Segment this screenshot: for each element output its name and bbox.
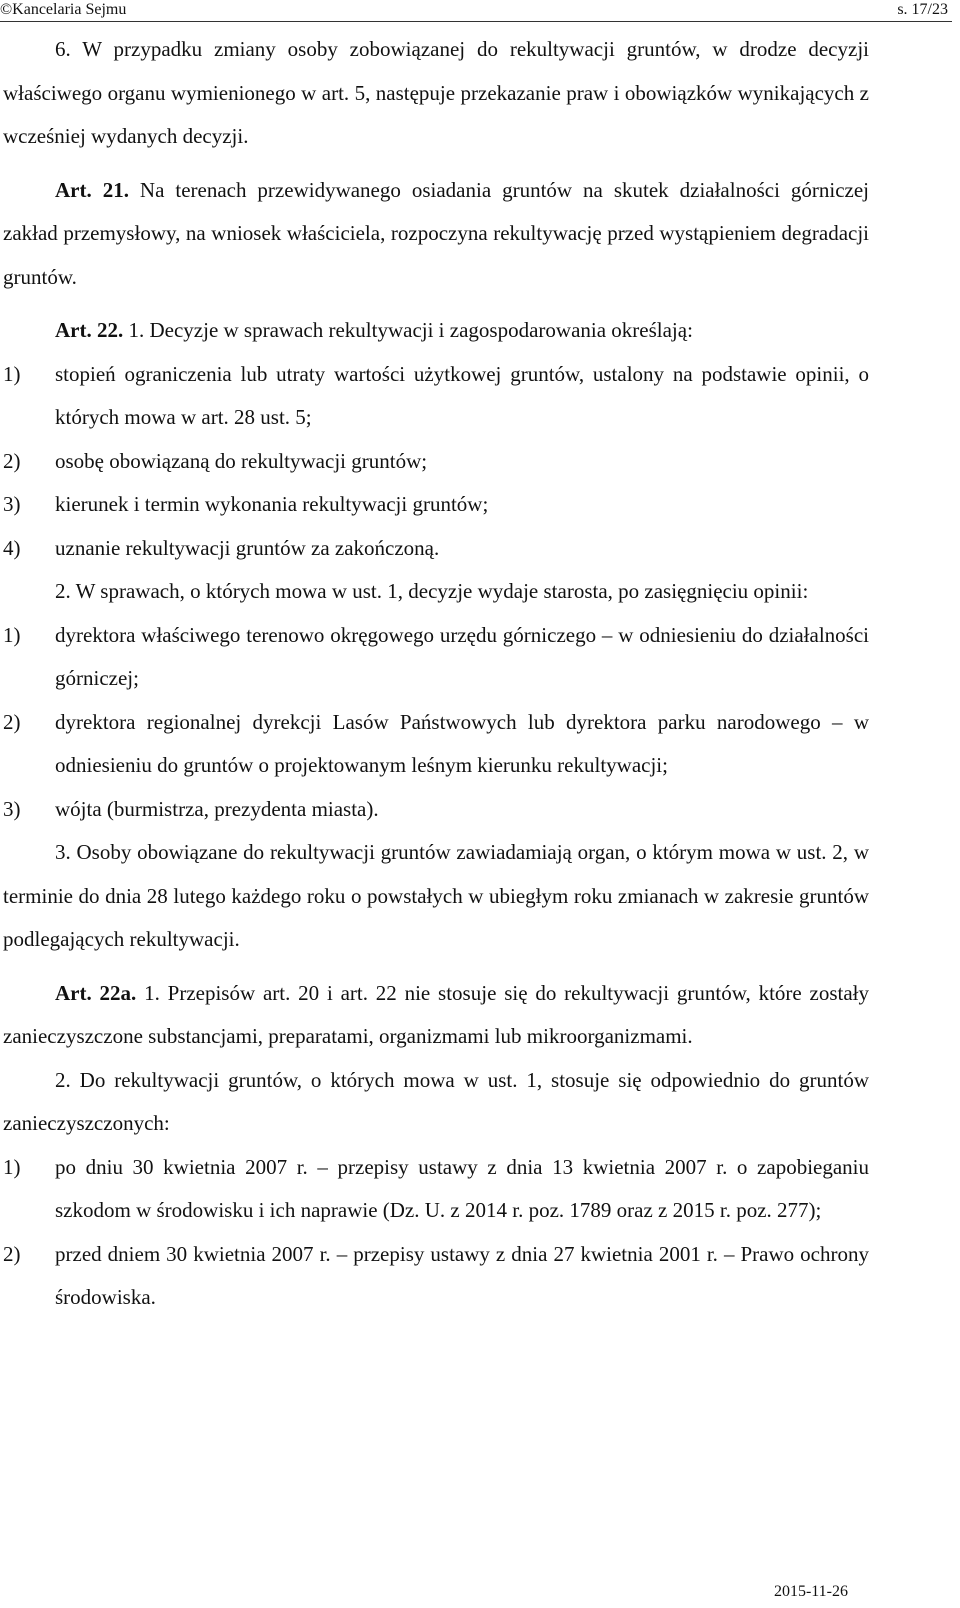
list-item-number: 1) — [3, 1154, 21, 1179]
list-item-text: stopień ograniczenia lub utraty wartości użytkowej gruntów, ustalony na podstawie opinii, o których mowa w art. 28 ust. 5; — [55, 361, 869, 429]
list-item-number: 2) — [3, 448, 21, 473]
list-item — [3, 527, 869, 571]
article-21-label: Art. 21. — [55, 177, 129, 202]
list-item — [3, 701, 869, 788]
article-22a — [3, 972, 869, 1059]
article-21-text: Na terenach przewidywanego osiadania gruntów na skutek działalności górniczej zakład przemysłowy, na wniosek właściciela, rozpoczyna rekultywację przed wystąpieniem degradacji gruntów. — [3, 177, 870, 289]
spacer — [3, 299, 869, 309]
header-page-number: s. 17/23 — [897, 1, 948, 18]
article-22a-text: 1. Przepisów art. 20 i art. 22 nie stosuje się do rekultywacji gruntów, które zostały zanieczyszczone substancjami, preparatami, organizmami lub mikroorganizmami. — [3, 980, 870, 1048]
list-item — [3, 483, 869, 527]
list-item-number: 2) — [3, 709, 21, 734]
list-item-text: przed dniem 30 kwietnia 2007 r. – przepisy ustawy z dnia 27 kwietnia 2001 r. – Prawo ochrony środowiska. — [55, 1241, 869, 1309]
article-22-paragraph-3: 3. Osoby obowiązane do rekultywacji gruntów zawiadamiają organ, o którym mowa w ust. 2, w terminie do dnia 28 lutego każdego roku o powstałych w ubiegłym roku zmianach w zakresie gruntów podlegających rekultywacji. — [3, 840, 869, 951]
page-header — [0, 0, 960, 24]
list-item — [3, 440, 869, 484]
list-item-number: 3) — [3, 796, 21, 821]
document-body — [3, 28, 869, 1320]
article-22a-label: Art. 22a. — [55, 980, 137, 1005]
list-item — [3, 788, 869, 832]
list-item-number: 2) — [3, 1241, 21, 1266]
article-22-text: 1. Decyzje w sprawach rekultywacji i zagospodarowania określają: — [123, 318, 693, 342]
article-21 — [3, 169, 869, 300]
list-item-text: kierunek i termin wykonania rekultywacji gruntów; — [55, 492, 489, 516]
article-22-paragraph-2: 2. W sprawach, o których mowa w ust. 1, decyzje wydaje starosta, po zasięgnięciu opinii: — [55, 579, 809, 603]
list-item-text: dyrektora regionalnej dyrekcji Lasów Państwowych lub dyrektora parku narodowego – w odniesieniu do gruntów o projektowanym leśnym kierunku rekultywacji; — [55, 709, 869, 777]
list-item — [3, 1233, 869, 1320]
list-item — [3, 1146, 869, 1233]
list-item — [3, 353, 869, 440]
list-item-number: 3) — [3, 492, 21, 516]
list-item-number: 1) — [3, 622, 21, 647]
header-divider — [0, 21, 952, 22]
article-22-label: Art. 22. — [55, 318, 124, 342]
list-item-number: 4) — [3, 535, 21, 560]
list-item-text: wójta (burmistrza, prezydenta miasta). — [55, 796, 379, 821]
article-22 — [3, 309, 869, 353]
list-item-text: dyrektora właściwego terenowo okręgowego urzędu górniczego – w odniesieniu do działalności górniczej; — [55, 622, 869, 690]
article-22a-paragraph-2: 2. Do rekultywacji gruntów, o których mowa w ust. 1, stosuje się odpowiednio do gruntów zanieczyszczonych: — [3, 1067, 869, 1135]
paragraph-6: 6. W przypadku zmiany osoby zobowiązanej do rekultywacji gruntów, w drodze decyzji właściwego organu wymienionego w art. 5, następuje przekazanie praw i obowiązków wynikających z wcześniej wydanych decyzji. — [3, 37, 869, 148]
list-item — [3, 614, 869, 701]
list-item-text: po dniu 30 kwietnia 2007 r. – przepisy ustawy z dnia 13 kwietnia 2007 r. o zapobieganiu szkodom w środowisku i ich naprawie (Dz. U. z 2014 r. poz. 1789 oraz z 2015 r. poz. 277); — [55, 1154, 869, 1222]
spacer — [3, 962, 869, 972]
footer-date: 2015-11-26 — [773, 1583, 848, 1600]
list-item-text: osobę obowiązaną do rekultywacji gruntów; — [55, 448, 428, 473]
list-item-text: uznanie rekultywacji gruntów za zakończoną. — [55, 535, 440, 560]
list-item-number: 1) — [3, 361, 21, 386]
spacer — [3, 159, 869, 169]
header-copyright: ©Kancelaria Sejmu — [0, 1, 127, 18]
